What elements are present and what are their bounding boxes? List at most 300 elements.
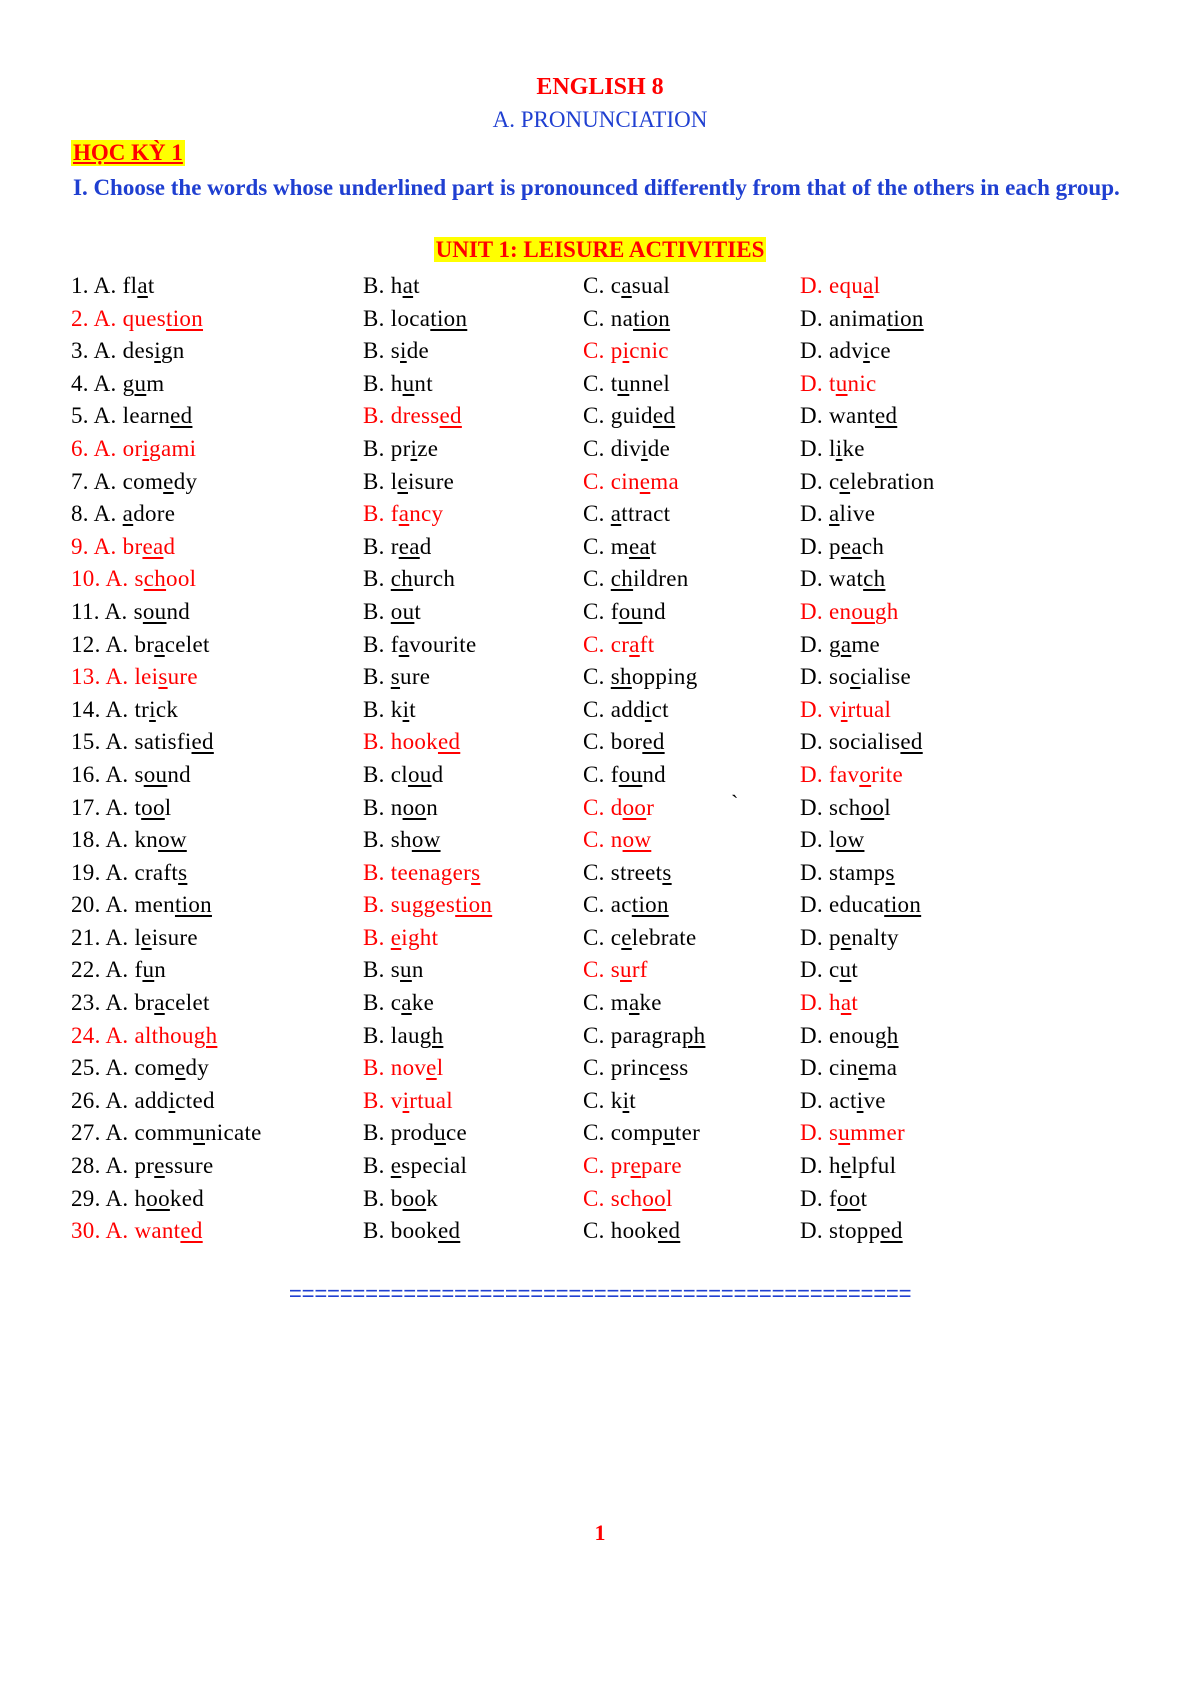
underlined-part: ed — [900, 729, 923, 755]
option-a — [71, 694, 178, 726]
question-row — [0, 466, 1200, 499]
question-row — [0, 824, 1200, 857]
underlined-part: ea — [628, 533, 650, 559]
word-part: ialise — [860, 664, 911, 690]
option-letter: D. — [800, 1087, 823, 1113]
question-row — [0, 563, 1200, 596]
option-letter: A. — [105, 566, 129, 592]
underlined-part: a — [154, 990, 165, 1016]
option-a — [71, 726, 214, 758]
option-letter: D. — [800, 435, 823, 461]
word-part: s — [390, 338, 401, 364]
option-a — [71, 1117, 262, 1149]
question-number: 26. — [71, 1087, 101, 1113]
word-part: de — [647, 435, 671, 461]
word-part: fav — [829, 761, 860, 787]
underlined-part: e — [397, 468, 408, 494]
option-a — [71, 629, 210, 661]
option-letter: B. — [363, 794, 385, 820]
word-part: stamp — [829, 859, 886, 885]
option-letter: A. — [93, 403, 117, 429]
underlined-part: tion — [633, 305, 671, 331]
word-part: sual — [631, 273, 671, 298]
underlined-part: oo — [642, 1185, 666, 1211]
option-letter: A. — [105, 1055, 129, 1081]
underlined-part: ch — [863, 566, 886, 592]
divider-line: ================================================= — [288, 1283, 912, 1308]
option-letter: D. — [800, 924, 823, 950]
option-letter: B. — [363, 403, 385, 429]
option-letter: D. — [800, 598, 823, 624]
question-row — [0, 1085, 1200, 1118]
word-part: want — [829, 403, 875, 429]
option-letter: A. — [105, 1218, 129, 1244]
option-letter: C. — [583, 1055, 605, 1081]
option-letter: C. — [583, 435, 605, 461]
word-part: nd — [642, 761, 666, 787]
option-d — [800, 1020, 899, 1052]
option-b — [363, 303, 467, 335]
question-number: 13. — [71, 664, 101, 690]
word-part: cnic — [629, 338, 669, 364]
word-part: urch — [413, 566, 456, 592]
underlined-part: s — [885, 859, 895, 885]
option-d — [800, 1052, 897, 1084]
option-letter: C. — [583, 957, 605, 983]
option-letter: C. — [583, 924, 605, 950]
question-row — [0, 661, 1200, 694]
word-part: cl — [390, 761, 408, 787]
option-a — [71, 792, 171, 824]
option-c — [583, 726, 665, 758]
question-number: 29. — [71, 1185, 101, 1211]
option-c — [583, 1020, 705, 1052]
option-a-answer — [71, 433, 196, 465]
option-b — [363, 1215, 460, 1247]
underlined-part: a — [401, 990, 412, 1016]
question-row — [0, 270, 1200, 303]
word-part: dress — [390, 403, 440, 429]
option-letter: C. — [583, 468, 605, 494]
word-part: sugges — [390, 892, 456, 918]
option-b — [363, 335, 429, 367]
word-part: ze — [417, 435, 439, 461]
word-part: ildren — [633, 566, 689, 592]
underlined-part: i — [835, 435, 843, 461]
word-part: act — [829, 1087, 857, 1113]
underlined-part: i — [142, 435, 150, 461]
option-letter: B. — [363, 827, 385, 853]
underlined-part: i — [840, 696, 848, 722]
underlined-part: i — [402, 696, 410, 722]
word-part: t — [829, 370, 836, 396]
underlined-part: a — [398, 631, 410, 657]
option-letter: B. — [363, 1087, 385, 1113]
underlined-part: ph — [681, 1022, 706, 1048]
word-part: c — [829, 957, 840, 983]
underlined-part: s — [158, 664, 168, 690]
word-part: p — [610, 338, 623, 364]
underlined-part: ch — [610, 566, 634, 592]
word-part: d — [610, 794, 623, 820]
option-letter: A. — [93, 533, 117, 559]
option-a — [71, 335, 185, 367]
question-row — [0, 726, 1200, 759]
option-letter: D. — [800, 957, 823, 983]
option-c — [583, 694, 669, 726]
underlined-part: a — [829, 501, 840, 527]
option-a — [71, 466, 197, 498]
underlined-part: i — [410, 435, 418, 461]
option-d — [800, 1215, 903, 1247]
word-part: learn — [122, 403, 171, 429]
word-part: p — [829, 533, 841, 559]
word-part: nalty — [851, 924, 899, 950]
word-part: h — [390, 370, 403, 396]
option-b-answer — [363, 400, 462, 432]
underlined-part: i — [856, 1087, 864, 1113]
underlined-part: ea — [840, 533, 862, 559]
option-a — [71, 987, 210, 1019]
option-b — [363, 694, 416, 726]
question-row — [0, 433, 1200, 466]
option-letter: D. — [800, 1218, 823, 1244]
underlined-part: e — [141, 924, 152, 950]
word-part: pr — [390, 435, 411, 461]
underlined-part: i — [622, 338, 630, 364]
option-d — [800, 661, 911, 693]
underlined-part: s — [178, 859, 188, 885]
option-letter: C. — [583, 501, 605, 527]
question-number: 16. — [71, 761, 101, 787]
option-letter: A. — [104, 598, 128, 624]
question-row — [0, 629, 1200, 662]
option-c — [583, 433, 670, 465]
option-c-answer — [583, 954, 648, 986]
word-part: nov — [390, 1055, 427, 1081]
underlined-part: ed — [874, 403, 898, 429]
word-part: nnel — [629, 370, 671, 396]
word-part: f — [390, 501, 399, 527]
option-a — [71, 400, 192, 432]
underlined-part: ed — [652, 403, 676, 429]
word-part: s — [134, 566, 144, 592]
option-c-answer — [583, 466, 679, 498]
option-letter: C. — [583, 273, 605, 298]
option-b — [363, 759, 443, 791]
option-c — [583, 759, 666, 791]
underlined-part: u — [400, 957, 412, 983]
word-part: loca — [390, 305, 431, 331]
word-part: sch — [829, 794, 861, 820]
word-part: h — [829, 990, 841, 1016]
option-c-answer — [583, 1183, 673, 1215]
option-letter: C. — [583, 631, 605, 657]
underlined-part: a — [840, 990, 852, 1016]
option-c — [583, 1085, 636, 1117]
word-part: rtual — [847, 696, 892, 722]
underlined-part: oo — [860, 794, 885, 820]
word-part: me — [851, 631, 881, 657]
underlined-part: oo — [622, 794, 647, 820]
word-part: lei — [134, 664, 159, 690]
question-number: 19. — [71, 859, 101, 885]
underlined-part: a — [628, 990, 640, 1016]
question-number: 25. — [71, 1055, 101, 1081]
option-letter: B. — [363, 696, 385, 722]
word-part: k — [426, 1185, 438, 1211]
underlined-part: e — [390, 924, 402, 950]
option-b-answer — [363, 1085, 453, 1117]
underlined-part: ed — [437, 729, 461, 755]
word-part: ve — [863, 1087, 886, 1113]
option-a — [71, 824, 187, 856]
word-part: s — [133, 598, 143, 624]
word-part: t — [650, 533, 657, 559]
word-part: rtual — [409, 1087, 453, 1113]
word-part: r — [390, 533, 399, 559]
word-part: l — [829, 827, 836, 853]
word-part: nicate — [204, 1120, 262, 1146]
word-part: cted — [175, 1087, 215, 1113]
option-letter: C. — [583, 859, 605, 885]
underlined-part: c — [850, 664, 861, 690]
word-part: dore — [133, 501, 176, 527]
option-b-answer — [363, 922, 438, 954]
option-c-answer — [583, 629, 654, 661]
option-a — [71, 596, 190, 628]
option-letter: A. — [105, 1120, 129, 1146]
word-part: ma — [650, 468, 679, 494]
word-part: sch — [610, 1185, 643, 1211]
word-part: n — [390, 794, 403, 820]
option-d — [800, 563, 885, 595]
option-b — [363, 270, 420, 302]
question-row — [0, 1215, 1200, 1248]
option-c — [583, 596, 666, 628]
word-part: h — [390, 273, 403, 298]
option-d-answer — [800, 694, 891, 726]
underlined-part: a — [154, 631, 165, 657]
word-part: mmer — [850, 1120, 905, 1146]
option-b — [363, 596, 421, 628]
word-part: wat — [829, 566, 864, 592]
underlined-part: u — [402, 370, 415, 396]
word-part: v — [829, 696, 841, 722]
option-letter: B. — [363, 1022, 385, 1048]
word-part: l — [390, 468, 398, 494]
option-d-answer — [800, 759, 903, 791]
option-d — [800, 400, 897, 432]
option-d — [800, 531, 884, 563]
option-b — [363, 368, 433, 400]
option-d — [800, 726, 923, 758]
underlined-part: s — [662, 859, 672, 885]
question-number: 6. — [71, 435, 89, 461]
option-b-answer — [363, 1052, 443, 1084]
option-letter: B. — [363, 370, 385, 396]
underlined-part: a — [610, 501, 622, 527]
option-letter: B. — [363, 924, 385, 950]
underlined-part: a — [398, 501, 410, 527]
word-part: nd — [167, 761, 191, 787]
word-part: l — [665, 1185, 673, 1211]
word-part: add — [610, 696, 645, 722]
option-d — [800, 1150, 896, 1182]
word-part: ft — [639, 631, 655, 657]
underlined-part: tion — [886, 305, 924, 331]
option-d-answer — [800, 1117, 905, 1149]
underlined-part: i — [641, 435, 648, 461]
underlined-part: ed — [170, 403, 193, 429]
word-part: ure — [167, 664, 198, 690]
option-letter: C. — [583, 761, 605, 787]
underlined-part: a — [137, 273, 148, 298]
word-part: book — [390, 1218, 438, 1244]
word-part: n — [426, 794, 438, 820]
option-letter: A. — [93, 501, 117, 527]
page-number: 1 — [594, 1520, 606, 1545]
option-c-answer — [583, 824, 651, 856]
option-a — [71, 498, 175, 530]
word-part: ce — [869, 338, 891, 364]
word-part: d — [163, 533, 176, 559]
option-letter: B. — [363, 1055, 385, 1081]
option-letter: A. — [105, 859, 129, 885]
option-letter: B. — [363, 1120, 385, 1146]
question-row — [0, 531, 1200, 564]
option-b — [363, 661, 430, 693]
option-a — [71, 1150, 214, 1182]
word-part: tr — [134, 696, 150, 722]
option-letter: A. — [105, 892, 129, 918]
word-part: f — [829, 1185, 837, 1211]
option-c — [583, 922, 696, 954]
option-b — [363, 1117, 467, 1149]
option-b — [363, 1150, 467, 1182]
option-letter: C. — [583, 1218, 605, 1244]
word-part: t — [860, 1185, 868, 1211]
option-letter: A. — [105, 761, 129, 787]
option-b — [363, 954, 424, 986]
question-number: 4. — [71, 370, 89, 396]
word-part: pare — [641, 1153, 682, 1179]
question-row — [0, 498, 1200, 531]
option-letter: A. — [93, 338, 117, 364]
word-part: gh — [874, 598, 899, 624]
option-b — [363, 629, 477, 661]
word-part: ct — [651, 696, 669, 722]
option-letter: A. — [105, 1087, 129, 1113]
option-letter: D. — [800, 403, 823, 429]
underlined-part: ed — [180, 1218, 203, 1244]
word-part: c — [390, 990, 402, 1016]
word-part: enou — [829, 1022, 875, 1048]
word-part: lpful — [851, 1153, 897, 1179]
underlined-part: ow — [158, 827, 187, 853]
underlined-part: oo — [837, 1185, 861, 1211]
word-part: ter — [674, 1120, 701, 1146]
option-letter: A. — [93, 305, 117, 331]
word-part: f — [610, 598, 619, 624]
underlined-part: a — [402, 273, 414, 298]
word-part: br — [134, 990, 155, 1016]
option-b — [363, 824, 441, 856]
question-row — [0, 400, 1200, 433]
word-part: add — [134, 1087, 169, 1113]
word-part: n — [154, 957, 167, 983]
question-row — [0, 792, 1200, 825]
word-part: v — [390, 1087, 403, 1113]
word-part: ke — [639, 990, 662, 1016]
underlined-part: i — [154, 338, 161, 364]
option-a — [71, 857, 187, 889]
word-part: lebration — [850, 468, 935, 494]
underlined-part: gh — [193, 1022, 218, 1048]
option-c — [583, 987, 662, 1019]
option-letter: A. — [105, 1153, 129, 1179]
option-letter: C. — [583, 403, 605, 429]
underlined-part: ed — [191, 729, 214, 755]
word-part: bor — [610, 729, 643, 755]
option-letter: C. — [583, 990, 605, 1016]
option-letter: A. — [105, 696, 129, 722]
underlined-part: sh — [610, 664, 632, 690]
word-part: f — [610, 761, 619, 787]
word-part: t — [134, 794, 142, 820]
option-c — [583, 857, 672, 889]
option-b — [363, 792, 438, 824]
word-part: lau — [390, 1022, 420, 1048]
option-letter: D. — [800, 859, 823, 885]
word-part: ke — [411, 990, 435, 1016]
underlined-part: ou — [618, 761, 643, 787]
option-letter: D. — [800, 1185, 823, 1211]
underlined-part: s — [471, 859, 481, 885]
question-row — [0, 303, 1200, 336]
word-part: stopp — [829, 1218, 881, 1244]
underlined-part: i — [644, 696, 652, 722]
option-letter: B. — [363, 664, 385, 690]
option-c-answer — [583, 1150, 682, 1182]
option-letter: C. — [583, 1185, 605, 1211]
underlined-part: u — [620, 957, 632, 983]
word-part: de — [406, 338, 430, 364]
question-row — [0, 1020, 1200, 1053]
option-letter: A. — [105, 1022, 129, 1048]
word-part: t — [414, 598, 422, 624]
underlined-part: oo — [141, 794, 165, 820]
option-letter: D. — [800, 566, 823, 592]
word-part: ce — [445, 1120, 467, 1146]
underlined-part: e — [639, 468, 651, 494]
word-part: d — [419, 533, 432, 559]
question-row — [0, 335, 1200, 368]
question-number: 11. — [71, 598, 100, 624]
word-part: fl — [122, 273, 138, 298]
option-letter: B. — [363, 533, 385, 559]
option-letter: D. — [800, 533, 823, 559]
option-a-answer — [71, 1215, 203, 1247]
word-part: n — [411, 957, 424, 983]
option-c — [583, 661, 698, 693]
word-part: opping — [631, 664, 698, 690]
option-letter: D. — [800, 370, 823, 396]
underlined-part: tion — [631, 892, 669, 918]
word-part: m — [610, 533, 629, 559]
underlined-part: ch — [390, 566, 414, 592]
option-letter: A. — [105, 990, 129, 1016]
